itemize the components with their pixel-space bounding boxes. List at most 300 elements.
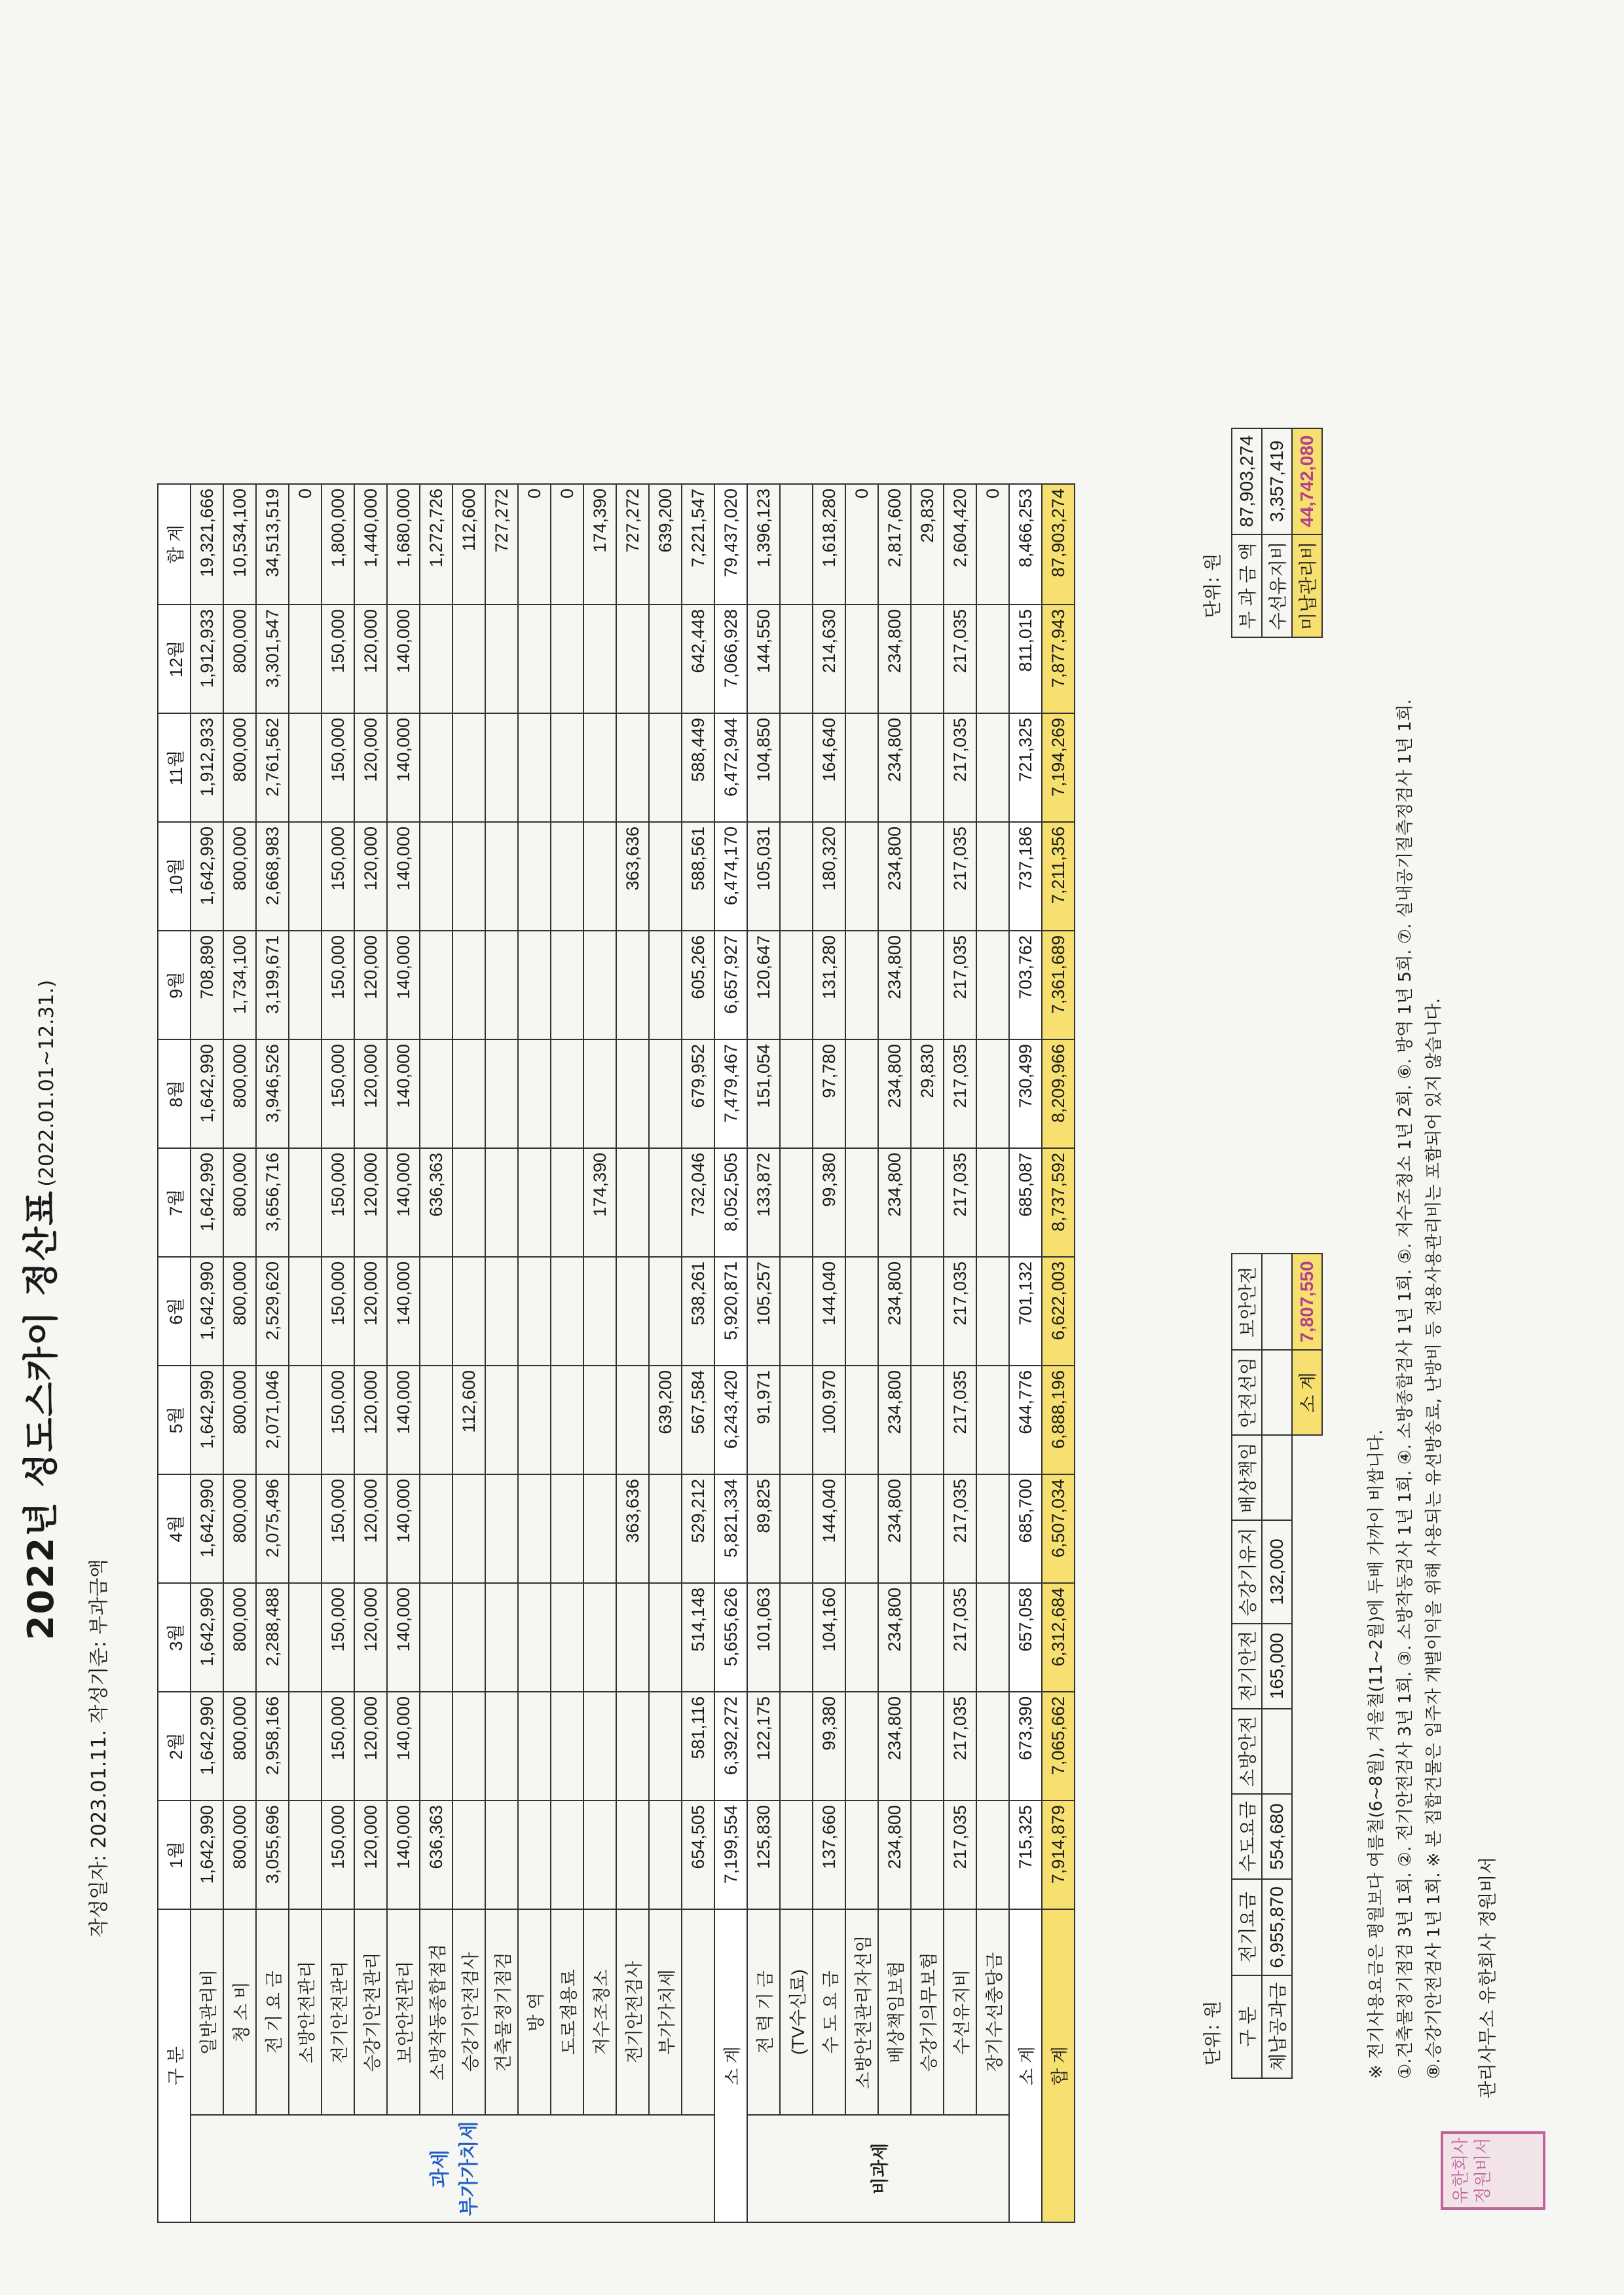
cell-value: 363,636	[616, 822, 649, 931]
header-row	[158, 484, 191, 2222]
cell-value	[551, 1257, 583, 1366]
subtotal-value: 6,243,420	[714, 1366, 747, 1474]
vat-label: 부가가치세	[458, 2121, 480, 2216]
cell-value: 217,035	[944, 1474, 976, 1583]
row-label: 부가가치세	[649, 1909, 682, 2115]
cell-value: 150,000	[322, 605, 354, 713]
cell-value: 29,830	[911, 1039, 944, 1148]
column-header: 8월	[158, 1039, 191, 1148]
subtotal-value: 6,622,003	[1042, 1257, 1075, 1366]
cell-value: 732,046	[682, 1148, 714, 1257]
row-total: 112,600	[452, 484, 485, 605]
cell-value: 174,390	[583, 1148, 616, 1257]
settlement-table	[157, 483, 1075, 2223]
table-row	[551, 484, 583, 2222]
column-header: 2월	[158, 1692, 191, 1801]
row-label: 장기수선충당금	[976, 1909, 1009, 2115]
cell-value: 2,761,562	[256, 713, 289, 822]
subtotal-value: 7,361,689	[1042, 931, 1075, 1039]
cell-value: 217,035	[944, 822, 976, 931]
cell-value	[485, 1692, 518, 1801]
cell-value	[911, 1257, 944, 1366]
cell-value: 234,800	[878, 1801, 911, 1909]
cell-value: 605,266	[682, 931, 714, 1039]
cell-value	[289, 1039, 322, 1148]
subtotal-value: 6,474,170	[714, 822, 747, 931]
row-total: 0	[289, 484, 322, 605]
cell-value: 140,000	[387, 1257, 420, 1366]
cell-value	[518, 713, 551, 822]
cell-value	[420, 1257, 452, 1366]
subtotal-value: 737,186	[1009, 822, 1042, 931]
table-row	[256, 484, 289, 2222]
cell-value: 180,320	[813, 822, 845, 931]
summary-label: 미납관리비	[1292, 534, 1322, 637]
cell-value	[420, 1474, 452, 1583]
cell-value	[485, 822, 518, 931]
cell-value: 1,642,990	[191, 1583, 223, 1692]
cell-value: 99,380	[813, 1692, 845, 1801]
column-header: 합 계	[158, 484, 191, 605]
cell-value	[452, 1692, 485, 1801]
cell-value	[976, 1366, 1009, 1474]
cell-value: 150,000	[322, 1366, 354, 1474]
cell-value: 217,035	[944, 1366, 976, 1474]
cell-value: 800,000	[223, 605, 256, 713]
cell-value: 588,561	[682, 822, 714, 931]
cell-value: 140,000	[387, 931, 420, 1039]
cell-value	[485, 1801, 518, 1909]
cell-value: 708,890	[191, 931, 223, 1039]
subtotal-value: 8,052,505	[714, 1148, 747, 1257]
cell-value: 217,035	[944, 931, 976, 1039]
cell-value: 636,363	[420, 1148, 452, 1257]
table-row	[583, 484, 616, 2222]
row-total: 34,513,519	[256, 484, 289, 605]
subtotal-value: 701,132	[1009, 1257, 1042, 1366]
arrears-value	[1262, 1350, 1292, 1435]
arrears-value: 554,680	[1262, 1794, 1292, 1879]
cell-value	[911, 1801, 944, 1909]
cell-value: 164,640	[813, 713, 845, 822]
cell-value	[583, 1692, 616, 1801]
cell-value: 2,071,046	[256, 1366, 289, 1474]
cell-value	[518, 605, 551, 713]
cell-value	[551, 1366, 583, 1474]
cell-value	[649, 822, 682, 931]
cell-value: 217,035	[944, 1039, 976, 1148]
column-header: 6월	[158, 1257, 191, 1366]
cell-value	[452, 1148, 485, 1257]
cell-value: 104,850	[747, 713, 780, 822]
arrears-header: 안전선임	[1232, 1350, 1262, 1435]
cell-value	[845, 1257, 878, 1366]
cell-value	[649, 1801, 682, 1909]
cell-value: 144,550	[747, 605, 780, 713]
cell-value	[551, 713, 583, 822]
row-total: 174,390	[583, 484, 616, 605]
cell-value: 214,630	[813, 605, 845, 713]
cell-value	[518, 1366, 551, 1474]
cell-value: 120,000	[354, 1039, 387, 1148]
row-label	[682, 1909, 714, 2115]
cell-value	[289, 1801, 322, 1909]
cell-value: 105,257	[747, 1257, 780, 1366]
cell-value	[485, 1039, 518, 1148]
cell-value	[583, 1474, 616, 1583]
cell-value	[911, 1583, 944, 1692]
arrears-row-label: 체납공과금	[1262, 1975, 1292, 2078]
row-total: 2,817,600	[878, 484, 911, 605]
cell-value	[649, 1474, 682, 1583]
subtotal-value: 7,194,269	[1042, 713, 1075, 822]
table-row	[354, 484, 387, 2222]
cell-value	[911, 1148, 944, 1257]
row-label: 승강기의무보험	[911, 1909, 944, 2115]
cell-value	[616, 1692, 649, 1801]
cell-value	[420, 713, 452, 822]
cell-value: 679,952	[682, 1039, 714, 1148]
cell-value: 234,800	[878, 1583, 911, 1692]
arrears-header: 수도요금	[1232, 1794, 1262, 1879]
subtotal-value: 8,209,966	[1042, 1039, 1075, 1148]
cell-value	[911, 713, 944, 822]
notes-block	[1362, 179, 1449, 2079]
arrears-value: 165,000	[1262, 1624, 1292, 1709]
cell-value: 538,261	[682, 1257, 714, 1366]
cell-value: 140,000	[387, 1583, 420, 1692]
cell-value	[845, 822, 878, 931]
arrears-value	[1262, 1254, 1292, 1350]
cell-value: 654,505	[682, 1801, 714, 1909]
cell-value: 234,800	[878, 931, 911, 1039]
cell-value	[780, 822, 813, 931]
cell-value: 234,800	[878, 1366, 911, 1474]
cell-value: 100,970	[813, 1366, 845, 1474]
cell-value: 112,600	[452, 1366, 485, 1474]
cell-value	[616, 1257, 649, 1366]
cell-value	[976, 1474, 1009, 1583]
cell-value: 1,642,990	[191, 822, 223, 931]
cell-value: 150,000	[322, 1148, 354, 1257]
cell-value	[616, 605, 649, 713]
row-total: 10,534,100	[223, 484, 256, 605]
table-row	[944, 484, 976, 2222]
cell-value	[289, 1692, 322, 1801]
table-row	[223, 484, 256, 2222]
cell-value	[518, 1148, 551, 1257]
nontaxable-category	[747, 2115, 1009, 2222]
subtotal-value: 5,920,871	[714, 1257, 747, 1366]
cell-value	[518, 1257, 551, 1366]
cell-value	[551, 822, 583, 931]
cell-value	[649, 713, 682, 822]
note-line-2: ①.건축물정기점검 3년 1회. ②. 전기안전검사 3년 1회. ③. 소방작동검사 1년 1회. ④. 소방종합검사 1년 1회. ⑤. 저수조청소 1년 2회. ⑥. 방역 1년 5회. ⑦. 실내공기질측정검사 1년 1회.	[1395, 699, 1415, 2079]
cell-value: 144,040	[813, 1474, 845, 1583]
row-total: 0	[976, 484, 1009, 605]
arrears-header: 소방안전	[1232, 1709, 1262, 1794]
cell-value	[976, 1148, 1009, 1257]
column-header: 11월	[158, 713, 191, 822]
column-header: 5월	[158, 1366, 191, 1474]
unit-label-arrears: 단위: 원	[1202, 2000, 1223, 2066]
summary-value: 87,903,274	[1232, 428, 1262, 534]
arrears-header: 승강기유지	[1232, 1520, 1262, 1623]
cell-value	[911, 605, 944, 713]
table-row	[780, 484, 813, 2222]
subtotal-value: 673,390	[1009, 1692, 1042, 1801]
cell-value	[911, 1692, 944, 1801]
subtotal-value: 644,776	[1009, 1366, 1042, 1474]
cell-value	[911, 931, 944, 1039]
cell-value	[583, 1039, 616, 1148]
cell-value	[518, 931, 551, 1039]
cell-value: 217,035	[944, 1583, 976, 1692]
subtotal-label: 소 계	[714, 1909, 747, 2222]
cell-value	[583, 1801, 616, 1909]
cell-value	[845, 1692, 878, 1801]
cell-value	[649, 1148, 682, 1257]
cell-value	[845, 1039, 878, 1148]
cell-value	[583, 1257, 616, 1366]
row-label: 배상책임보험	[878, 1909, 911, 2115]
arrears-value: 132,000	[1262, 1520, 1292, 1623]
row-label: (TV수신료)	[780, 1909, 813, 2115]
subtotal-total: 87,903,274	[1042, 484, 1075, 605]
cell-value: 217,035	[944, 713, 976, 822]
cell-value	[289, 1148, 322, 1257]
cell-value: 234,800	[878, 1692, 911, 1801]
cell-value	[616, 1583, 649, 1692]
cell-value: 2,958,166	[256, 1692, 289, 1801]
cell-value: 800,000	[223, 713, 256, 822]
creation-meta: 작성일자: 2023.01.11. 작성기준: 부과금액	[88, 1559, 111, 1937]
cell-value	[780, 1692, 813, 1801]
cell-value: 151,054	[747, 1039, 780, 1148]
arrears-value: 6,955,870	[1262, 1879, 1292, 1975]
table-row	[845, 484, 878, 2222]
arrears-value-row	[1262, 1254, 1292, 2078]
cell-value	[485, 1257, 518, 1366]
cell-value	[289, 1257, 322, 1366]
cell-value	[551, 605, 583, 713]
subtotal-value: 6,507,034	[1042, 1474, 1075, 1583]
cell-value	[845, 931, 878, 1039]
row-label: 소방안전관리	[289, 1909, 322, 2115]
cell-value: 120,000	[354, 822, 387, 931]
cell-value	[551, 1474, 583, 1583]
arrears-header: 전기요금	[1232, 1879, 1262, 1975]
cell-value	[452, 1583, 485, 1692]
subtotal-value: 715,325	[1009, 1801, 1042, 1909]
column-header: 9월	[158, 931, 191, 1039]
cell-value: 234,800	[878, 1474, 911, 1583]
table-row	[191, 484, 223, 2222]
cell-value	[583, 822, 616, 931]
table-row	[387, 484, 420, 2222]
row-total: 639,200	[649, 484, 682, 605]
cell-value	[551, 1801, 583, 1909]
cell-value	[616, 1148, 649, 1257]
row-label: 소방작동종합점검	[420, 1909, 452, 2115]
cell-value: 1,912,933	[191, 605, 223, 713]
cell-value	[452, 1039, 485, 1148]
cell-value	[976, 1257, 1009, 1366]
column-header: 12월	[158, 605, 191, 713]
cell-value	[976, 931, 1009, 1039]
cell-value: 137,660	[813, 1801, 845, 1909]
table-row	[813, 484, 845, 2222]
subtotal-label: 소 계	[1009, 1909, 1042, 2222]
summary-box	[1231, 428, 1323, 638]
cell-value: 120,000	[354, 1583, 387, 1692]
cell-value	[452, 1801, 485, 1909]
cell-value	[485, 1366, 518, 1474]
row-label: 전 력 기 금	[747, 1909, 780, 2115]
unit-label-main: 단위: 원	[1202, 553, 1223, 618]
cell-value: 140,000	[387, 822, 420, 931]
table-row	[420, 484, 452, 2222]
cell-value	[780, 1474, 813, 1583]
row-label: 승강기안전검사	[452, 1909, 485, 2115]
cell-value: 120,000	[354, 1692, 387, 1801]
cell-value	[518, 1692, 551, 1801]
row-total: 0	[845, 484, 878, 605]
cell-value: 120,000	[354, 1148, 387, 1257]
arrears-subtotal-label: 소 계	[1292, 1350, 1322, 1435]
cell-value: 150,000	[322, 1801, 354, 1909]
cell-value: 120,000	[354, 713, 387, 822]
cell-value	[976, 1583, 1009, 1692]
cell-value: 150,000	[322, 1257, 354, 1366]
cell-value	[289, 713, 322, 822]
summary-value: 44,742,080	[1292, 428, 1322, 534]
cell-value: 800,000	[223, 1692, 256, 1801]
row-total: 29,830	[911, 484, 944, 605]
cell-value: 140,000	[387, 1366, 420, 1474]
cell-value: 1,642,990	[191, 1039, 223, 1148]
cell-value: 150,000	[322, 713, 354, 822]
cell-value	[649, 1039, 682, 1148]
cell-value	[780, 1583, 813, 1692]
column-header: 7월	[158, 1148, 191, 1257]
cell-value: 1,734,100	[223, 931, 256, 1039]
table-row	[485, 484, 518, 2222]
arrears-subtotal-value: 7,807,550	[1292, 1254, 1322, 1350]
cell-value: 363,636	[616, 1474, 649, 1583]
cell-value	[289, 1583, 322, 1692]
cell-value: 120,000	[354, 1801, 387, 1909]
cell-value: 120,000	[354, 605, 387, 713]
subtotal-value: 6,392,272	[714, 1692, 747, 1801]
note-line-3: ⑧.승강기안전검사 1년 1회. ※ 본 집합건물은 입주자 개별이익을 위해 사용되는 유선방송료, 난방비 등 전용사용관리비는 포함되어 있지 않습니다.	[1424, 998, 1444, 2079]
cell-value: 140,000	[387, 1474, 420, 1583]
subtotal-value: 7,877,943	[1042, 605, 1075, 713]
row-total: 0	[551, 484, 583, 605]
cell-value: 800,000	[223, 1801, 256, 1909]
subtotal-row	[714, 484, 747, 2222]
arrears-box	[1231, 1253, 1323, 2079]
column-header-category: 구 분	[158, 1909, 191, 2222]
cell-value: 122,175	[747, 1692, 780, 1801]
cell-value	[911, 822, 944, 931]
cell-value	[289, 605, 322, 713]
subtotal-label: 합 계	[1042, 1909, 1075, 2222]
row-label: 승강기안전관리	[354, 1909, 387, 2115]
cell-value: 125,830	[747, 1801, 780, 1909]
subtotal-value: 7,479,467	[714, 1039, 747, 1148]
cell-value	[845, 1474, 878, 1583]
cell-value	[420, 1039, 452, 1148]
cell-value: 120,647	[747, 931, 780, 1039]
cell-value: 636,363	[420, 1801, 452, 1909]
cell-value: 1,642,990	[191, 1366, 223, 1474]
row-label: 일반관리비	[191, 1909, 223, 2115]
row-total: 1,440,000	[354, 484, 387, 605]
cell-value	[518, 1801, 551, 1909]
cell-value: 234,800	[878, 713, 911, 822]
cell-value: 144,040	[813, 1257, 845, 1366]
cell-value	[485, 1148, 518, 1257]
row-label: 수선유지비	[944, 1909, 976, 2115]
row-label: 전기안전관리	[322, 1909, 354, 2115]
cell-value	[649, 931, 682, 1039]
cell-value	[452, 713, 485, 822]
cell-value: 104,160	[813, 1583, 845, 1692]
cell-value: 140,000	[387, 713, 420, 822]
cell-value: 800,000	[223, 1039, 256, 1148]
cell-value	[845, 1366, 878, 1474]
row-label: 도로점용료	[551, 1909, 583, 2115]
row-label: 소방안전관리자선임	[845, 1909, 878, 2115]
cell-value: 234,800	[878, 605, 911, 713]
table-row	[289, 484, 322, 2222]
cell-value	[420, 931, 452, 1039]
cell-value	[616, 1366, 649, 1474]
cell-value	[780, 605, 813, 713]
cell-value: 2,529,620	[256, 1257, 289, 1366]
cell-value	[452, 822, 485, 931]
cell-value: 2,288,488	[256, 1583, 289, 1692]
cell-value	[551, 931, 583, 1039]
cell-value: 140,000	[387, 1039, 420, 1148]
cell-value: 234,800	[878, 1039, 911, 1148]
cell-value: 99,380	[813, 1148, 845, 1257]
row-total: 1,800,000	[322, 484, 354, 605]
cell-value: 150,000	[322, 1039, 354, 1148]
cell-value: 91,971	[747, 1366, 780, 1474]
cell-value	[289, 931, 322, 1039]
row-label: 수 도 요 금	[813, 1909, 845, 2115]
cell-value	[583, 931, 616, 1039]
subtotal-value: 657,058	[1009, 1583, 1042, 1692]
management-office: 관리사무소 유한회사 정원비서	[1477, 1856, 1498, 2099]
column-header: 1월	[158, 1801, 191, 1909]
cell-value: 217,035	[944, 1257, 976, 1366]
nontaxable-label: 비과세	[870, 2142, 890, 2195]
cell-value: 581,116	[682, 1692, 714, 1801]
cell-value	[551, 1148, 583, 1257]
cell-value: 133,872	[747, 1148, 780, 1257]
row-total: 2,604,420	[944, 484, 976, 605]
table-row	[452, 484, 485, 2222]
cell-value	[583, 1583, 616, 1692]
cell-value	[420, 1366, 452, 1474]
cell-value: 800,000	[223, 1366, 256, 1474]
seal-text: 유한회사 정원비서	[1451, 2137, 1493, 2204]
column-header: 3월	[158, 1583, 191, 1692]
cell-value: 150,000	[322, 931, 354, 1039]
